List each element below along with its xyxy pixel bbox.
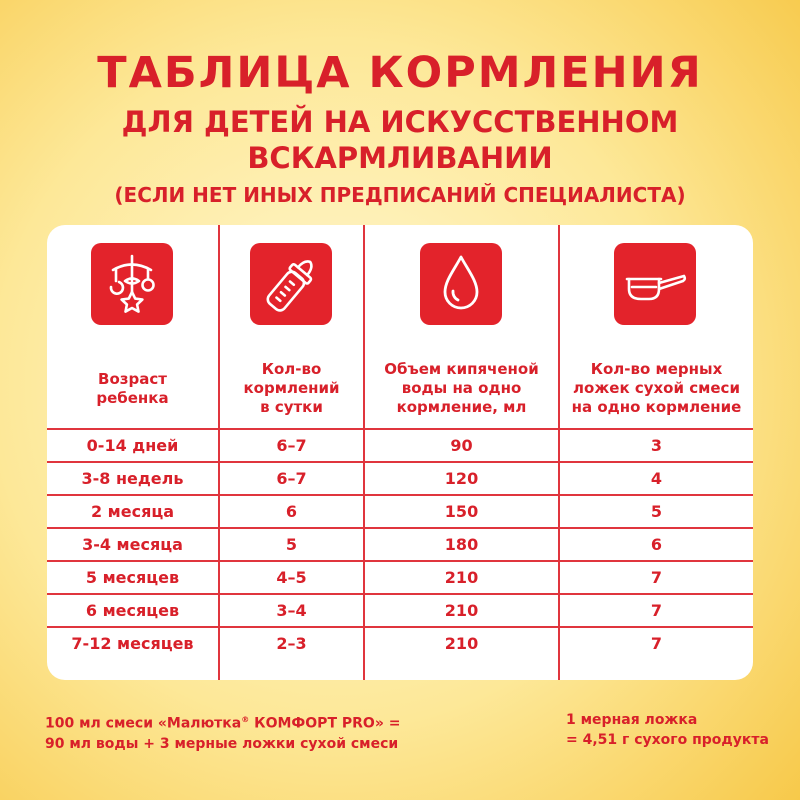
age-cell: 3-8 недель: [81, 469, 184, 488]
water-cell: 90: [450, 436, 473, 455]
page-subtitle-line2: ВСКАРМЛИВАНИИ: [247, 141, 553, 175]
column-header-feedings: Кол-во кормлений в сутки: [243, 360, 340, 416]
spoons-cell: 7: [650, 568, 663, 587]
spoons-cell: 5: [650, 502, 663, 521]
table-row: [47, 627, 753, 660]
feedings-cell: 4–5: [276, 568, 307, 587]
page-subtitle-line1: ДЛЯ ДЕТЕЙ НА ИСКУССТВЕННОМ: [121, 105, 679, 139]
spoons-cell: 3: [650, 436, 663, 455]
spoons-cell: 6: [650, 535, 663, 554]
feedings-cell: 6: [285, 502, 298, 521]
feedings-cell: 6–7: [276, 469, 307, 488]
age-cell: 6 месяцев: [85, 601, 180, 620]
age-cell: 3-4 месяца: [82, 535, 183, 554]
feeding-table: [47, 225, 753, 680]
column-header-age: Возраст ребенка: [96, 370, 169, 407]
feedings-cell: 5: [285, 535, 298, 554]
age-cell: 5 месяцев: [85, 568, 180, 587]
water-cell: 180: [444, 535, 479, 554]
water-cell: 120: [444, 469, 479, 488]
age-cell: 7-12 месяцев: [71, 634, 194, 653]
feedings-cell: 3–4: [276, 601, 307, 620]
table-row: [47, 528, 753, 561]
age-cell: 0-14 дней: [86, 436, 179, 455]
page-title: ТАБЛИЦА КОРМЛЕНИЯ: [97, 48, 703, 98]
baby-bottle-icon: [250, 243, 332, 325]
feedings-cell: 6–7: [276, 436, 307, 455]
table-row: [47, 495, 753, 528]
column-header-spoons: Кол-во мерных ложек сухой смеси на одно кормление: [571, 360, 742, 416]
footer-right-line2: = 4,51 г сухого продукта: [566, 732, 769, 748]
footer-right-note: [566, 710, 769, 750]
spoons-cell: 4: [650, 469, 663, 488]
spoons-cell: 7: [650, 634, 663, 653]
page-note: (ЕСЛИ НЕТ ИНЫХ ПРЕДПИСАНИЙ СПЕЦИАЛИСТА): [114, 183, 686, 207]
water-cell: 210: [444, 634, 479, 653]
feedings-cell: 2–3: [276, 634, 307, 653]
table-row: [47, 429, 753, 462]
baby-mobile-icon: [91, 243, 173, 325]
water-cell: 210: [444, 568, 479, 587]
table-row: [47, 561, 753, 594]
footer-left-note: [45, 710, 400, 754]
header: [0, 48, 800, 208]
water-drop-icon: [420, 243, 502, 325]
footer-left-line2: 90 мл воды + 3 мерные ложки сухой смеси: [45, 735, 399, 752]
column-header-water: Объем кипяченой воды на одно кормление, мл: [384, 360, 539, 416]
footer-right-line1: 1 мерная ложка: [566, 712, 698, 728]
age-cell: 2 месяца: [90, 502, 175, 521]
registered-mark: ®: [241, 715, 250, 724]
measuring-spoon-icon: [614, 243, 696, 325]
water-cell: 150: [444, 502, 479, 521]
spoons-cell: 7: [650, 601, 663, 620]
table-row: [47, 462, 753, 495]
water-cell: 210: [444, 601, 479, 620]
table-row: [47, 594, 753, 627]
footer-left-line1: 100 мл смеси «Малютка® КОМФОРТ PRO» =: [45, 715, 401, 732]
